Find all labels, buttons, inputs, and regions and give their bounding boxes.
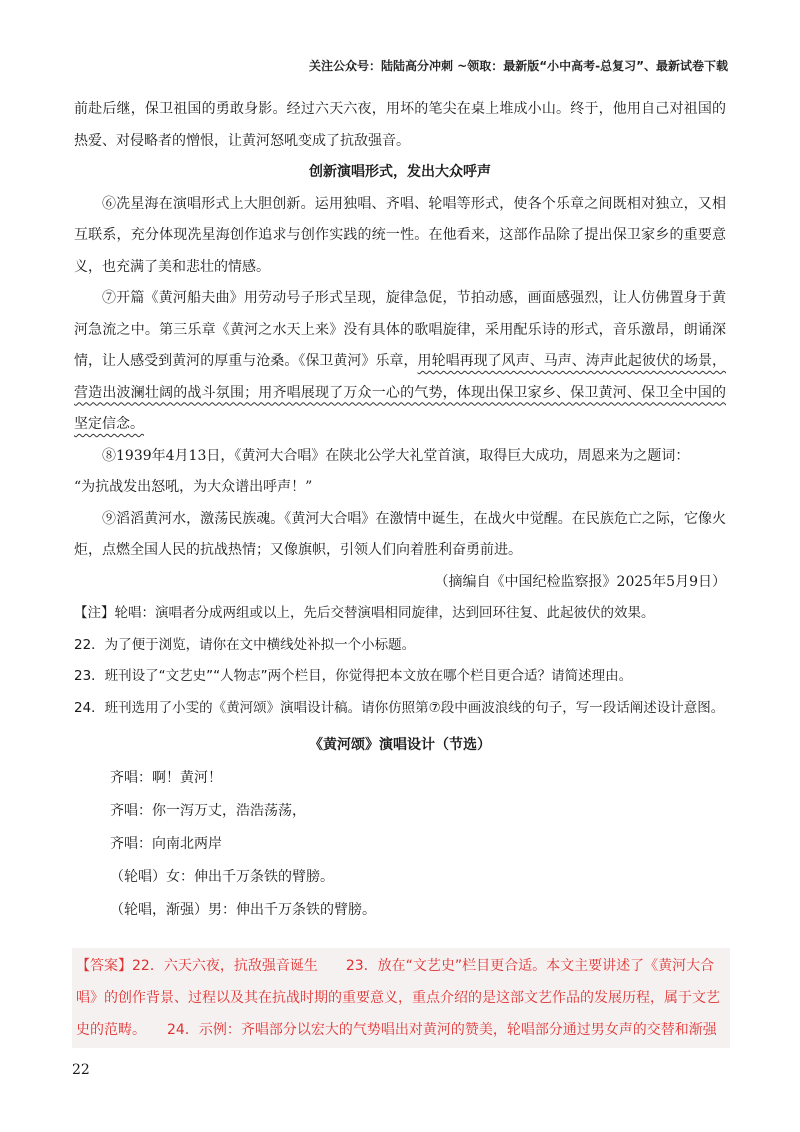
answer-box <box>72 948 730 1048</box>
question-24: 24．班刊选用了小雯的《黄河颂》演唱设计稿。请你仿照第⑦段中画波浪线的句子，写一段话阐述设计意图。 <box>74 699 725 716</box>
article-body <box>74 94 726 927</box>
page-header: 关注公众号：陆陆高分冲刺 ~领取：最新版“小中高考-总复习”、最新试卷下载 <box>309 59 728 73</box>
design-line: 齐唱：向南北两岸 <box>110 835 222 852</box>
section-heading: 创新演唱形式，发出大众呼声 <box>309 164 491 180</box>
page-number: 22 <box>72 1062 90 1078</box>
design-title: 《黄河颂》演唱设计（节选） <box>309 737 491 753</box>
paragraph-7-wavy-underlined: 用轮唱再现了风声、马声、涛声此起彼伏的场景，营造出波澜壮阔的战斗氛围；用齐唱展现了万众一心的气势，体现出保卫家乡、保卫黄河、保卫全中国的坚定信念。 <box>74 353 727 432</box>
design-line: （轮唱，渐强）男：伸出千万条铁的臂膀。 <box>110 901 376 918</box>
paragraph-9: ⑨滔滔黄河水，激荡民族魂。《黄河大合唱》在激情中诞生，在战火中觉醒。在民族危亡之际，它像火炬，点燃全国人民的抗战热情；又像旗帜，引领人们向着胜利奋勇前进。 <box>74 510 726 558</box>
paragraph-8: ⑧1939年4月13日，《黄河大合唱》在陕北公学大礼堂首演，取得巨大成功，周恩来为之题词： <box>102 447 690 464</box>
design-line: 齐唱：你一泻万丈，浩浩荡荡， <box>110 802 306 819</box>
answer-text: 22．六天六夜，抗敌强音诞生 23．放在“文艺史”栏目更合适。本文主要讲述了《黄河大合唱》的创作背景、过程以及其在抗战时期的重要意义，重点介绍的是这部文艺作品的发展历程，属于文艺史的范畴。 24．示例：齐唱部分以宏大的气势唱出对黄河的赞美，轮唱部分通过男女声的交替和渐强 <box>76 958 720 1038</box>
answer-tag: 【答案】 <box>76 958 132 974</box>
paragraph-6: ⑥冼星海在演唱形式上大胆创新。运用独唱、齐唱、轮唱等形式，使各个乐章之间既相对独立，又相互联系，充分体现冼星海创作追求与创作实践的统一性。在他看来，这部作品除了提出保卫家乡的重要意义，也充满了美和悲壮的情感。 <box>74 195 726 275</box>
question-23: 23．班刊设了“文艺史”“人物志”两个栏目，你觉得把本文放在哪个栏目更合适？请简述理由。 <box>74 668 633 684</box>
design-lines <box>74 762 726 927</box>
design-line: （轮唱）女：伸出千万条铁的臂膀。 <box>110 868 334 885</box>
design-line: 齐唱：啊！黄河！ <box>110 769 222 786</box>
source-citation: （摘编自《中国纪检监察报》2025年5月9日） <box>434 573 726 590</box>
paragraph-8-quote: “为抗战发出怒吼，为大众谱出呼声！” <box>74 479 313 495</box>
annotation-note: 【注】轮唱：演唱者分成两组或以上，先后交替演唱相同旋律，达到回环往复、此起彼伏的效果。 <box>74 605 655 621</box>
intro-paragraph: 前赴后继，保卫祖国的勇敢身影。经过六天六夜，用坏的笔尖在桌上堆成小山。终于，他用自己对祖国的热爱、对侵略者的憎恨，让黄河怒吼变成了抗敌强音。 <box>74 101 726 149</box>
paragraph-7-plain: ⑦开篇《黄河船夫曲》用劳动号子形式呈现，旋律急促，节拍动感，画面感强烈，让人仿佛置身于黄河急流之中。第三乐章《黄河之水天上来》没有具体的歌唱旋律，采用配乐诗的形式，音乐激昂，朗诵深情，让人感受到黄河的厚重与沧桑。《保卫黄河》乐章， <box>74 290 726 369</box>
paragraph-7 <box>74 283 726 441</box>
question-22: 22．为了便于浏览，请你在文中横线处补拟一个小标题。 <box>74 636 416 653</box>
